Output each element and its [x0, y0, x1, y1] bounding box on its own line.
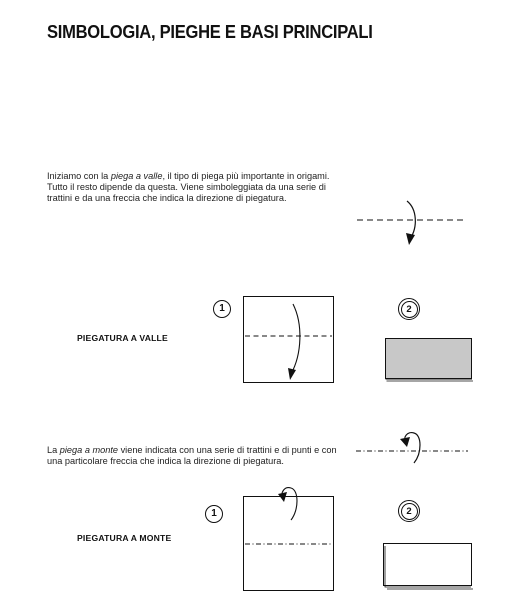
valley-step-2-number: 2 — [401, 301, 418, 318]
valley-intro-pre: Iniziamo con la — [47, 171, 111, 181]
mountain-step-2-number: 2 — [401, 503, 418, 520]
mountain-intro-post: viene indicata con una serie di trattini e di punti e con una particolare freccia che indica la direzione di piegatura. — [47, 445, 337, 466]
valley-intro-text — [47, 171, 332, 204]
mountain-step-1-diagram — [243, 484, 335, 594]
mountain-intro-em: piega a monte — [59, 445, 119, 455]
valley-step-1-badge: 1 — [213, 300, 231, 318]
mountain-fold-symbol-icon — [354, 425, 470, 465]
valley-intro-em: piega a valle — [110, 171, 163, 181]
page-title: SIMBOLOGIA, PIEGHE E BASI PRINCIPALI — [47, 22, 373, 42]
valley-step-2-badge — [398, 298, 420, 320]
valley-fold-label: PIEGATURA A VALLE — [77, 333, 168, 343]
valley-fold-symbol-icon — [355, 195, 465, 255]
mountain-step-2-badge — [398, 500, 420, 522]
mountain-step-2-diagram — [383, 543, 475, 591]
mountain-intro-pre: La — [47, 445, 60, 455]
valley-step-2-diagram — [385, 338, 475, 384]
mountain-fold-label: PIEGATURA A MONTE — [77, 533, 172, 543]
valley-step-1-diagram — [243, 296, 335, 386]
valley-intro-post: , il tipo di piega più importante in origami. Tutto il resto dipende da questa. Viene simboleggiata da una serie di trattini e da una freccia che indica la direzione di piegatura. — [47, 171, 330, 203]
mountain-step-1-badge: 1 — [205, 505, 223, 523]
mountain-intro-text — [47, 445, 337, 467]
